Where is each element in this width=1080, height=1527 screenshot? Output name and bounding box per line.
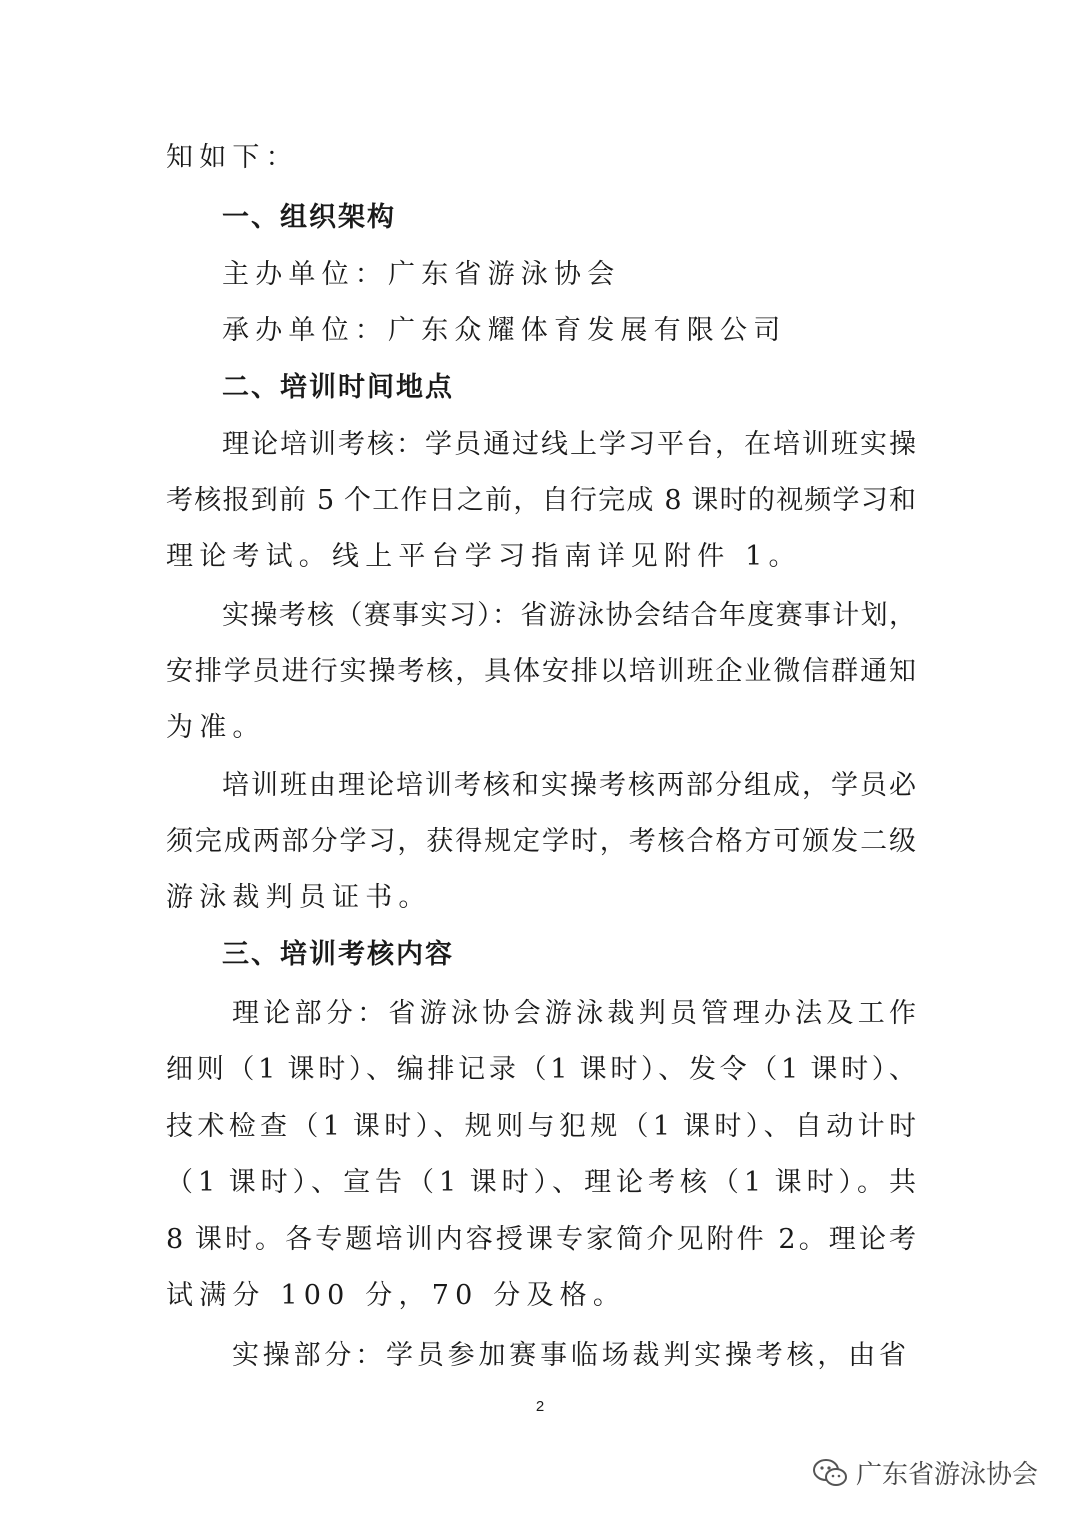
undertaker-line: 承办单位：广东众耀体育发展有限公司 xyxy=(222,315,787,346)
paragraph-line: 游泳裁判员证书。 xyxy=(166,882,432,913)
paragraph-line: 理论部分：省游泳协会游泳裁判员管理办法及工作 xyxy=(232,998,916,1029)
paragraph-line: （1 课时）、宣告（1 课时）、理论考核（1 课时）。共 xyxy=(166,1167,916,1198)
section3-heading: 三、培训考核内容 xyxy=(222,939,454,970)
paragraph-line: 理论培训考核：学员通过线上学习平台，在培训班实操 xyxy=(222,429,916,460)
paragraph-line: 实操考核（赛事实习）：省游泳协会结合年度赛事计划， xyxy=(222,600,916,631)
paragraph-line: 安排学员进行实操考核，具体安排以培训班企业微信群通知 xyxy=(166,656,916,687)
paragraph-line: 试满分 100 分，70 分及格。 xyxy=(166,1280,627,1311)
section2-heading: 二、培训时间地点 xyxy=(222,372,454,403)
wechat-icon xyxy=(812,1458,848,1488)
paragraph-line: 考核报到前 5 个工作日之前，自行完成 8 课时的视频学习和 xyxy=(166,485,916,516)
paragraph-line: 为准。 xyxy=(166,712,266,743)
paragraph-line: 技术检查（1 课时）、规则与犯规（1 课时）、自动计时 xyxy=(166,1111,916,1142)
page-number: 2 xyxy=(535,1398,545,1415)
paragraph-line: 实操部分：学员参加赛事临场裁判实操考核，由省 xyxy=(232,1340,906,1371)
paragraph-line: 培训班由理论培训考核和实操考核两部分组成，学员必 xyxy=(222,770,916,801)
section1-heading: 一、组织架构 xyxy=(222,202,396,233)
watermark-text: 广东省游泳协会 xyxy=(856,1460,1039,1490)
organizer-line: 主办单位：广东省游泳协会 xyxy=(222,259,621,290)
paragraph-line: 须完成两部分学习，获得规定学时，考核合格方可颁发二级 xyxy=(166,826,916,857)
paragraph-line: 8 课时。各专题培训内容授课专家简介见附件 2。理论考 xyxy=(166,1224,916,1255)
watermark xyxy=(812,1454,1038,1491)
intro-tail: 知如下： xyxy=(166,142,299,173)
paragraph-line: 细则（1 课时）、编排记录（1 课时）、发令（1 课时）、 xyxy=(166,1054,916,1085)
paragraph-line: 理论考试。线上平台学习指南详见附件 1。 xyxy=(166,541,802,572)
